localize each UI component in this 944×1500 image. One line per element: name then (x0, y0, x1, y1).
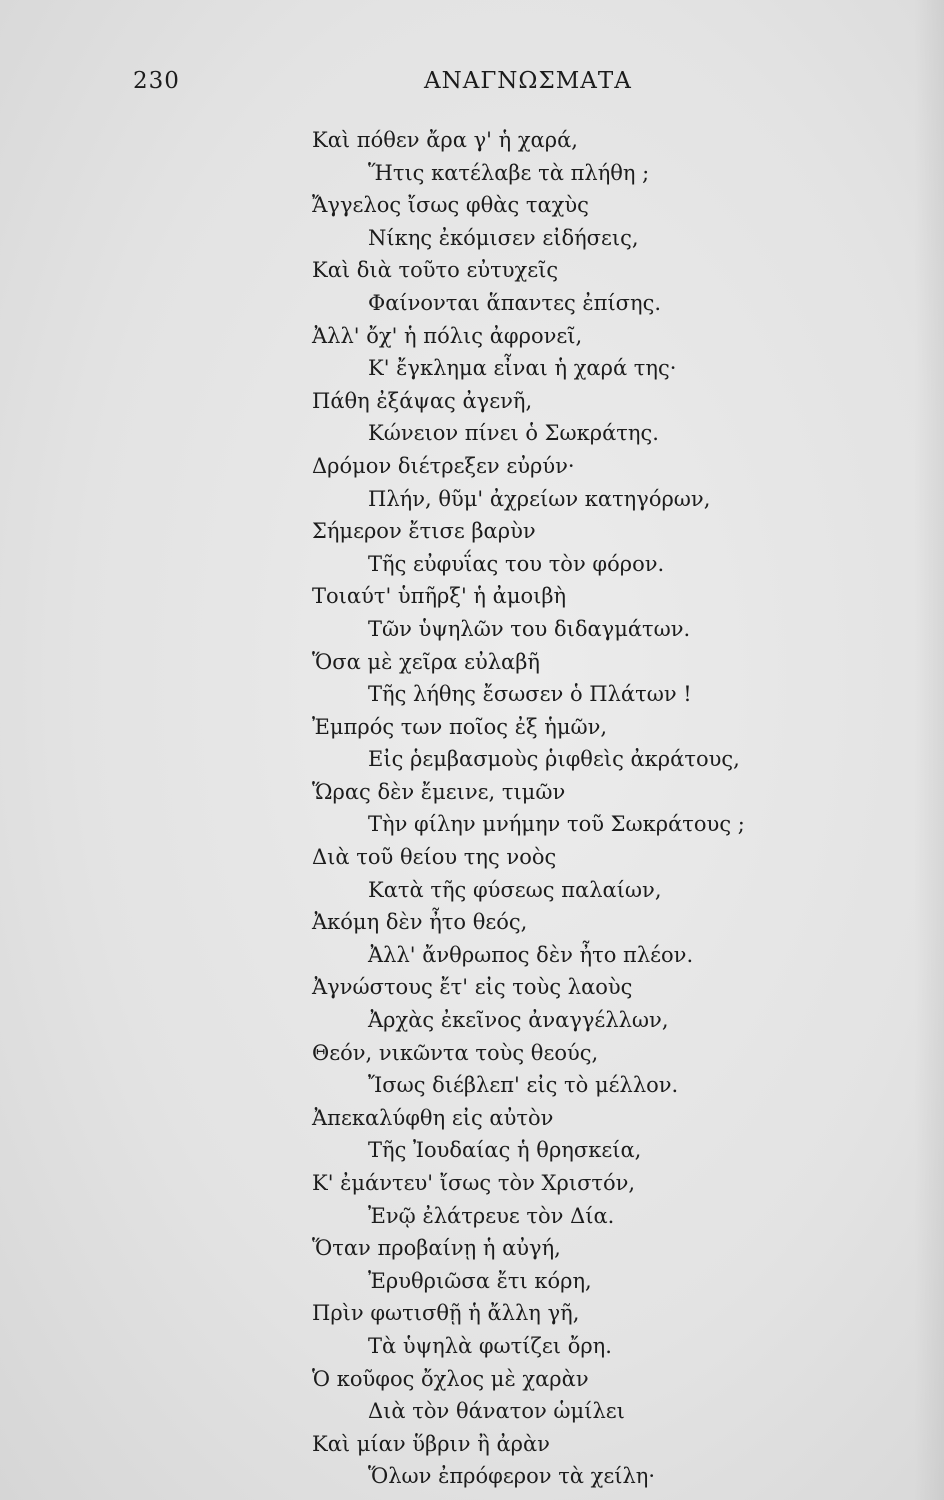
poem-line: Ἀλλ' ἄνθρωπος δὲν ἦτο πλέον. (368, 942, 694, 967)
poem-line: Ὁ κοῦφος ὄχλος μὲ χαρὰν (312, 1366, 589, 1391)
poem-line: Εἰς ῥεμβασμοὺς ῥιφθεὶς ἀκράτους, (368, 747, 740, 772)
poem-line: Ὅλων ἐπρόφερον τὰ χείλη· (368, 1464, 656, 1489)
poem-line: Κατὰ τῆς φύσεως παλαίων, (368, 877, 662, 902)
poem-line: Τῆς λήθης ἔσωσεν ὁ Πλάτων ! (368, 682, 692, 707)
poem-line: Διὰ τὸν θάνατον ὡμίλει (368, 1399, 625, 1424)
poem-line: Φαίνονται ἅπαντες ἐπίσης. (368, 290, 662, 315)
poem-line: Ἴσως διέβλεπ' εἰς τὸ μέλλον. (368, 1073, 679, 1098)
poem-line: Ἥτις κατέλαβε τὰ πλήθη ; (368, 160, 650, 185)
poem-line: Τὴν φίλην μνήμην τοῦ Σωκράτους ; (368, 812, 745, 837)
poem-line: Κώνειον πίνει ὁ Σωκράτης. (368, 421, 659, 446)
page-number: 230 (133, 68, 180, 94)
poem-line: Διὰ τοῦ θείου της νοὸς (312, 845, 557, 870)
poem-line: Πάθη ἐξάψας ἀγενῆ, (312, 388, 533, 413)
poem-line: Τὰ ὑψηλὰ φωτίζει ὄρη. (368, 1333, 612, 1358)
poem-line: Θεόν, νικῶντα τοὺς θεούς, (312, 1040, 599, 1065)
poem-line: Ἀλλ' ὄχ' ἡ πόλις ἀφρονεῖ, (312, 323, 583, 348)
poem-line: Ἀκόμη δὲν ἦτο θεός, (312, 910, 528, 935)
poem-line: Καὶ μίαν ὕβριν ἢ ἀρὰν (312, 1431, 550, 1456)
poem-line: Ἄγγελος ἴσως φθὰς ταχὺς (312, 193, 589, 218)
poem-line: Ὅσα μὲ χεῖρα εὐλαβῆ (312, 649, 540, 674)
poem-line: Πλήν, θῦμ' ἀχρείων κατηγόρων, (368, 486, 711, 511)
poem-line: Δρόμον διέτρεξεν εὐρύν· (312, 453, 575, 478)
poem-line: Κ' ἐμάντευ' ἴσως τὸν Χριστόν, (312, 1171, 636, 1195)
poem-line: Ἀρχὰς ἐκεῖνος ἀναγγέλλων, (368, 1008, 669, 1033)
poem-line: Σήμερον ἔτισε βαρὺν (312, 519, 536, 544)
poem-line: Ἀγνώστους ἔτ' εἰς τοὺς λαοὺς (312, 975, 633, 1000)
poem-line: Ὥρας δὲν ἔμεινε, τιμῶν (312, 779, 566, 804)
poem-line: Ἐμπρός των ποῖος ἐξ ἡμῶν, (312, 714, 608, 739)
poem-line: Τῆς Ἰουδαίας ἡ θρησκεία, (368, 1138, 642, 1163)
poem-line: Ἐνῷ ἐλάτρευε τὸν Δία. (368, 1203, 615, 1228)
poem-line: Νίκης ἐκόμισεν εἰδήσεις, (368, 225, 639, 250)
poem-line: Κ' ἔγκλημα εἶναι ἡ χαρά της· (368, 356, 677, 381)
poem-line: Καὶ διὰ τοῦτο εὐτυχεῖς (312, 258, 559, 283)
poem-line: Ὅταν προβαίνῃ ἡ αὐγή, (312, 1236, 561, 1261)
poem-line: Τῶν ὑψηλῶν του διδαγμάτων. (368, 616, 691, 641)
poem-line: Τοιαύτ' ὑπῆρξ' ἡ ἀμοιβὴ (312, 584, 567, 609)
poem-line: Ἀπεκαλύφθη εἰς αὐτὸν (312, 1105, 554, 1130)
running-head: ΑΝΑΓΝΩΣΜΑΤΑ (424, 68, 632, 94)
poem-line: Πρὶν φωτισθῇ ἡ ἄλλη γῆ, (312, 1301, 580, 1326)
poem-line: Ἐρυθριῶσα ἔτι κόρη, (368, 1268, 592, 1293)
poem (312, 124, 912, 1493)
poem-line: Τῆς εὐφυΐας του τὸν φόρον. (368, 551, 665, 576)
poem-line: Καὶ πόθεν ἄρα γ' ἡ χαρά, (312, 128, 578, 152)
page-edge-shadow (914, 0, 944, 1500)
